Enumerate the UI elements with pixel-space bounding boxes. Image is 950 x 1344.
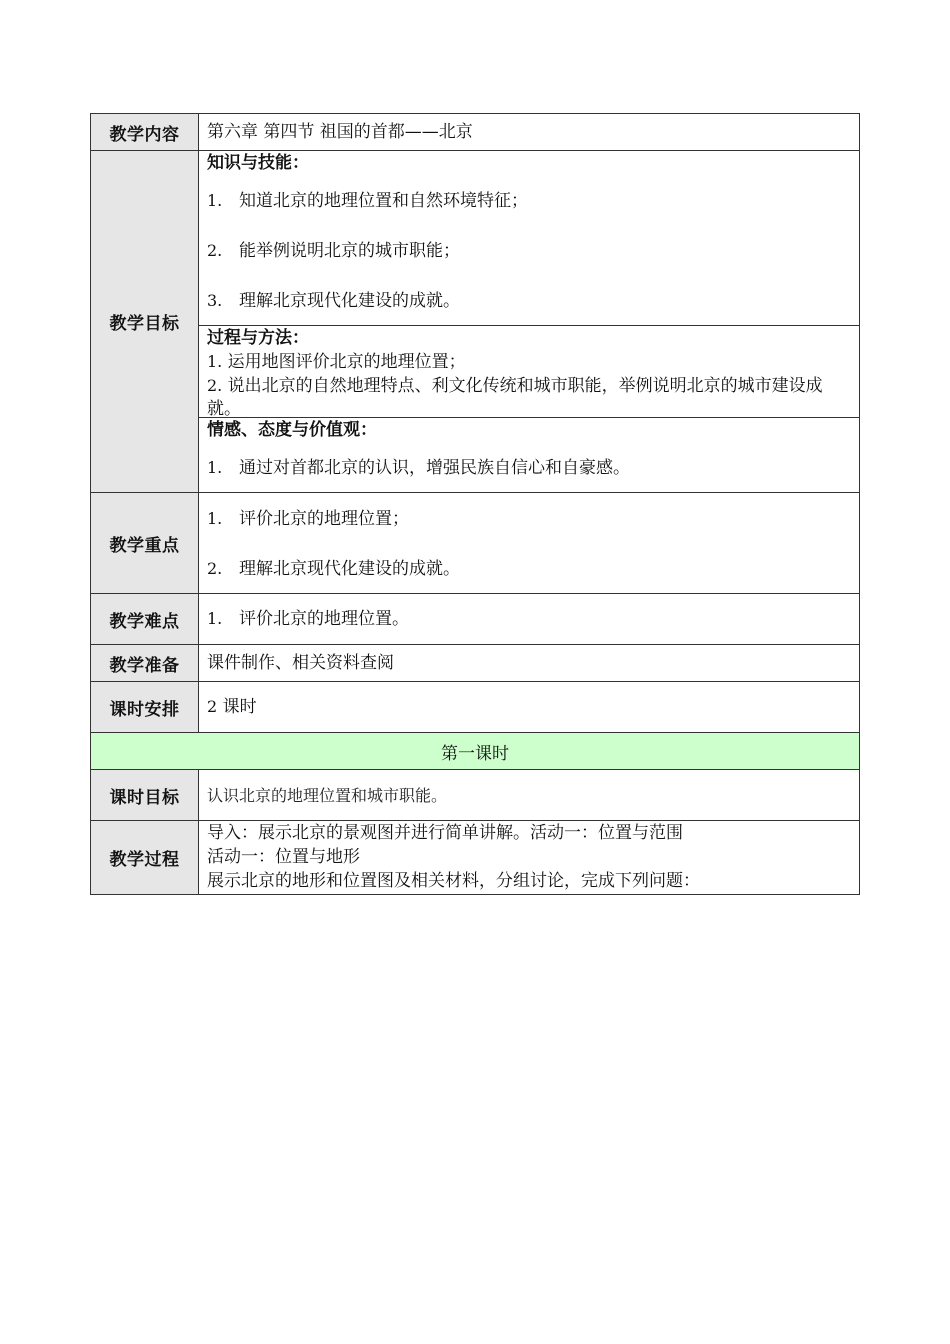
process-item: 1. 运用地图评价北京的地理位置； [207,352,466,372]
process-heading: 过程与方法： [207,328,309,348]
row-schedule [91,682,860,733]
label-teaching-process: 教学过程 [91,821,199,895]
row-key-points [91,493,860,594]
row-teaching-content [91,114,860,151]
knowledge-item: 2. 能举例说明北京的城市职能； [207,241,460,261]
key-point-item: 1. 评价北京的地理位置； [207,509,409,529]
label-key-points: 教学重点 [91,493,199,594]
label-schedule: 课时安排 [91,682,199,733]
lesson-header: 第一课时 [91,733,860,770]
value-teaching-content: 第六章 第四节 祖国的首都——北京 [199,114,860,151]
label-teaching-objectives: 教学目标 [91,151,199,493]
value-teaching-process [199,821,860,895]
process-line: 展示北京的地形和位置图及相关材料，分组讨论，完成下列问题： [207,871,700,891]
row-lesson-header [91,733,860,770]
process-line: 活动一：位置与地形 [207,847,360,867]
row-teaching-process [91,821,860,895]
row-lesson-goal [91,770,860,821]
value-difficulty [199,594,860,645]
knowledge-heading: 知识与技能： [207,153,309,173]
knowledge-section [199,151,859,325]
process-item: 2. 说出北京的自然地理特点、利文化传统和城市职能，举例说明北京的城市建设成就。 [207,376,823,419]
value-lesson-goal: 认识北京的地理位置和城市职能。 [199,770,860,821]
row-preparation [91,645,860,682]
objectives-cell [199,151,860,493]
value-key-points [199,493,860,594]
emotion-item: 1. 通过对首都北京的认识，增强民族自信心和自豪感。 [207,458,630,478]
knowledge-item: 1. 知道北京的地理位置和自然环境特征； [207,191,528,211]
difficulty-item: 1. 评价北京的地理位置。 [207,609,409,629]
label-preparation: 教学准备 [91,645,199,682]
label-difficulty: 教学难点 [91,594,199,645]
emotion-heading: 情感、态度与价值观： [207,420,377,440]
process-line: 导入：展示北京的景观图并进行简单讲解。活动一：位置与范围 [207,823,683,843]
process-section [199,325,859,417]
value-preparation: 课件制作、相关资料查阅 [199,645,860,682]
key-point-item: 2. 理解北京现代化建设的成就。 [207,559,460,579]
row-difficulty [91,594,860,645]
emotion-section [199,417,859,492]
label-teaching-content: 教学内容 [91,114,199,151]
row-teaching-objectives [91,151,860,493]
lesson-plan-table [90,113,860,895]
value-schedule: 2 课时 [199,682,860,733]
knowledge-item: 3. 理解北京现代化建设的成就。 [207,291,460,311]
label-lesson-goal: 课时目标 [91,770,199,821]
